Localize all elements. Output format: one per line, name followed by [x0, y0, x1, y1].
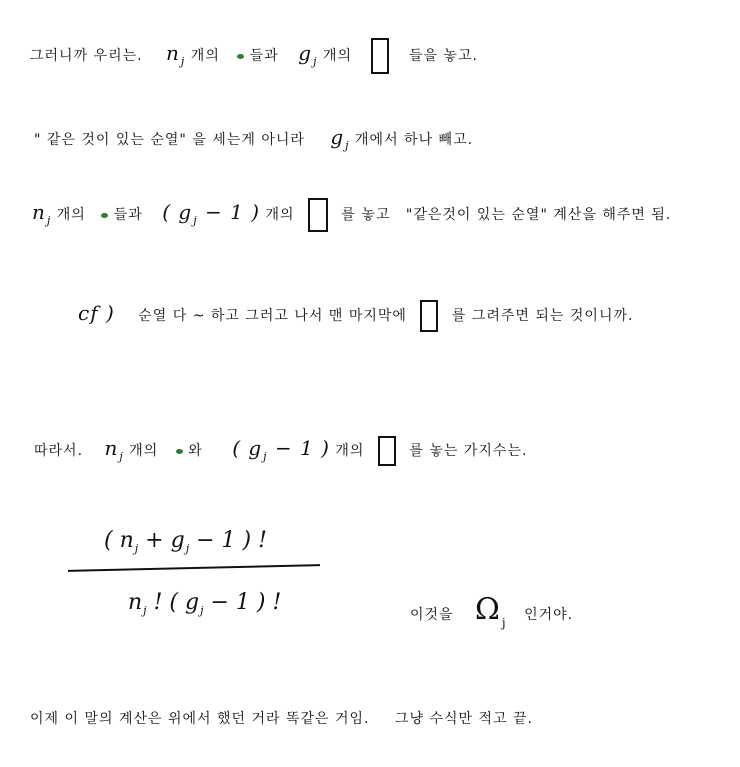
line-3	[32, 198, 671, 232]
text: " 같은 것이 있는 순열" 을 세는게 아니라	[34, 132, 305, 148]
n-symbol: $n_j$	[32, 200, 52, 227]
line-5	[34, 436, 527, 466]
green-dot-icon	[101, 213, 108, 218]
box-icon	[308, 198, 328, 232]
omega-note	[410, 592, 574, 630]
text: 개에서 하나 빼고.	[355, 132, 474, 148]
text: 를 놓는 가지수는.	[409, 443, 528, 459]
text: 개의	[56, 207, 86, 223]
text: 를 그려주면 되는 것이니까.	[451, 308, 634, 324]
text: 개의	[129, 443, 159, 459]
line-4	[78, 300, 633, 332]
text: 개의	[335, 443, 365, 459]
text: 따라서.	[34, 443, 84, 459]
g-minus-one: ( $g_j - 1$ )	[232, 436, 330, 463]
text: 순열 다 ~ 하고 그러고 나서 맨 마지막에	[138, 308, 407, 324]
line-1	[30, 38, 478, 74]
formula-denominator: $n_j$ ! ( $g_j - 1$ ) !	[128, 590, 282, 617]
n-symbol: $n_j$	[166, 41, 186, 68]
n-symbol: $n_j$	[104, 436, 124, 463]
box-icon	[420, 300, 438, 332]
text: 를 놓고	[341, 207, 391, 223]
green-dot-icon	[176, 449, 183, 454]
omega-symbol: $\Omega_j$	[475, 592, 507, 630]
g-minus-one: ( $g_j - 1$ )	[162, 200, 260, 227]
cf-label: cf )	[78, 301, 115, 325]
text: 와	[188, 443, 203, 459]
fraction-bar	[68, 564, 320, 572]
text: 들과	[249, 48, 279, 64]
text: 인거야.	[524, 607, 574, 623]
g-symbol: $g_j$	[330, 125, 350, 152]
green-dot-icon	[237, 54, 244, 59]
text: 들과	[113, 207, 143, 223]
text: 그냥 수식만 적고 끝.	[394, 711, 533, 727]
g-symbol: $g_j$	[298, 41, 318, 68]
text: "같은것이 있는 순열" 계산을 해주면 됨.	[405, 207, 672, 223]
text: 이것을	[410, 607, 454, 623]
text: 개의	[190, 48, 220, 64]
text: 이제 이 말의 계산은 위에서 했던 거라 똑같은 거임.	[30, 711, 370, 727]
formula-numerator: ( $n_j + g_j - 1$ ) !	[104, 528, 267, 555]
text: 개의	[265, 207, 295, 223]
text: 개의	[322, 48, 353, 64]
box-icon	[371, 38, 389, 74]
text: 그러니까 우리는.	[30, 48, 143, 64]
line-6	[30, 708, 533, 728]
text: 들을 놓고.	[408, 48, 478, 64]
line-2	[34, 125, 474, 152]
box-icon	[378, 436, 396, 466]
